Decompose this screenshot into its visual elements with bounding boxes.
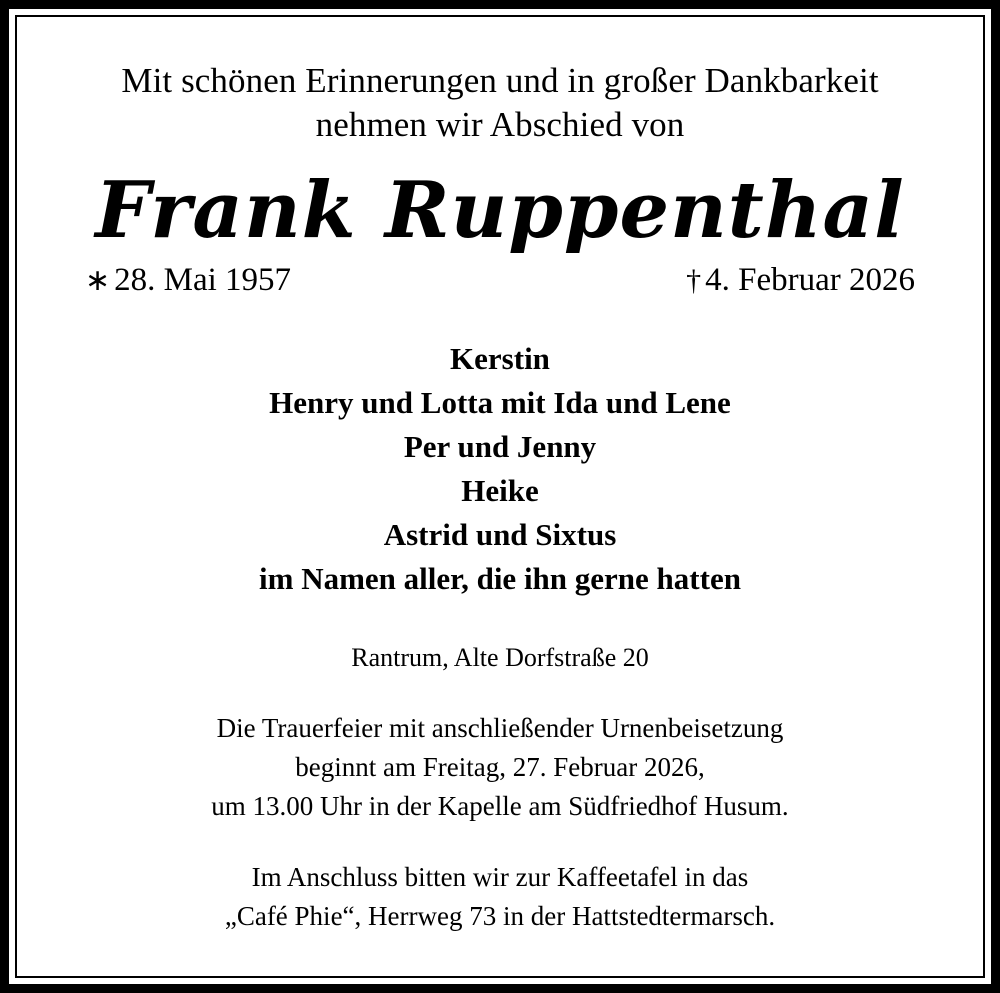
birth-star-icon: ∗ — [85, 263, 111, 297]
family-line: Kerstin — [450, 340, 550, 376]
death-date: 4. Februar 2026 — [705, 261, 915, 298]
ceremony-details — [211, 709, 788, 826]
ceremony-line: Die Trauerfeier mit anschließender Urnenbeisetzung — [216, 712, 784, 743]
family-line: Astrid und Sixtus — [383, 516, 617, 552]
intro-text — [121, 59, 878, 148]
family-line: Per und Jenny — [403, 428, 597, 464]
birth-date: 28. Mai 1957 — [114, 261, 292, 298]
reception-line: Im Anschluss bitten wir zur Kaffeetafel in das — [251, 862, 749, 893]
intro-line-1: Mit schönen Erinnerungen und in großer Dankbarkeit — [121, 61, 879, 100]
family-line: im Namen aller, die ihn gerne hatten — [259, 560, 741, 596]
ceremony-line: um 13.00 Uhr in der Kapelle am Südfriedhof Husum. — [211, 790, 789, 821]
family-line: Heike — [461, 472, 539, 508]
intro-line-2: nehmen wir Abschied von — [315, 105, 685, 145]
family-list — [259, 337, 741, 601]
reception-details — [225, 858, 775, 936]
death-date-group — [686, 262, 915, 299]
family-line: Henry und Lotta mit Ida und Lene — [269, 384, 731, 420]
deceased-name: Frank Ruppenthal — [95, 164, 905, 256]
death-cross-icon: † — [686, 263, 702, 297]
ceremony-line: beginnt am Freitag, 27. Februar 2026, — [295, 751, 705, 782]
notice-inner-frame — [15, 15, 985, 978]
reception-line: „Café Phie“, Herrweg 73 in der Hattstedtermarsch. — [224, 901, 776, 932]
life-dates — [57, 262, 943, 299]
address-line: Rantrum, Alte Dorfstraße 20 — [351, 642, 649, 672]
birth-date-group — [85, 262, 291, 299]
